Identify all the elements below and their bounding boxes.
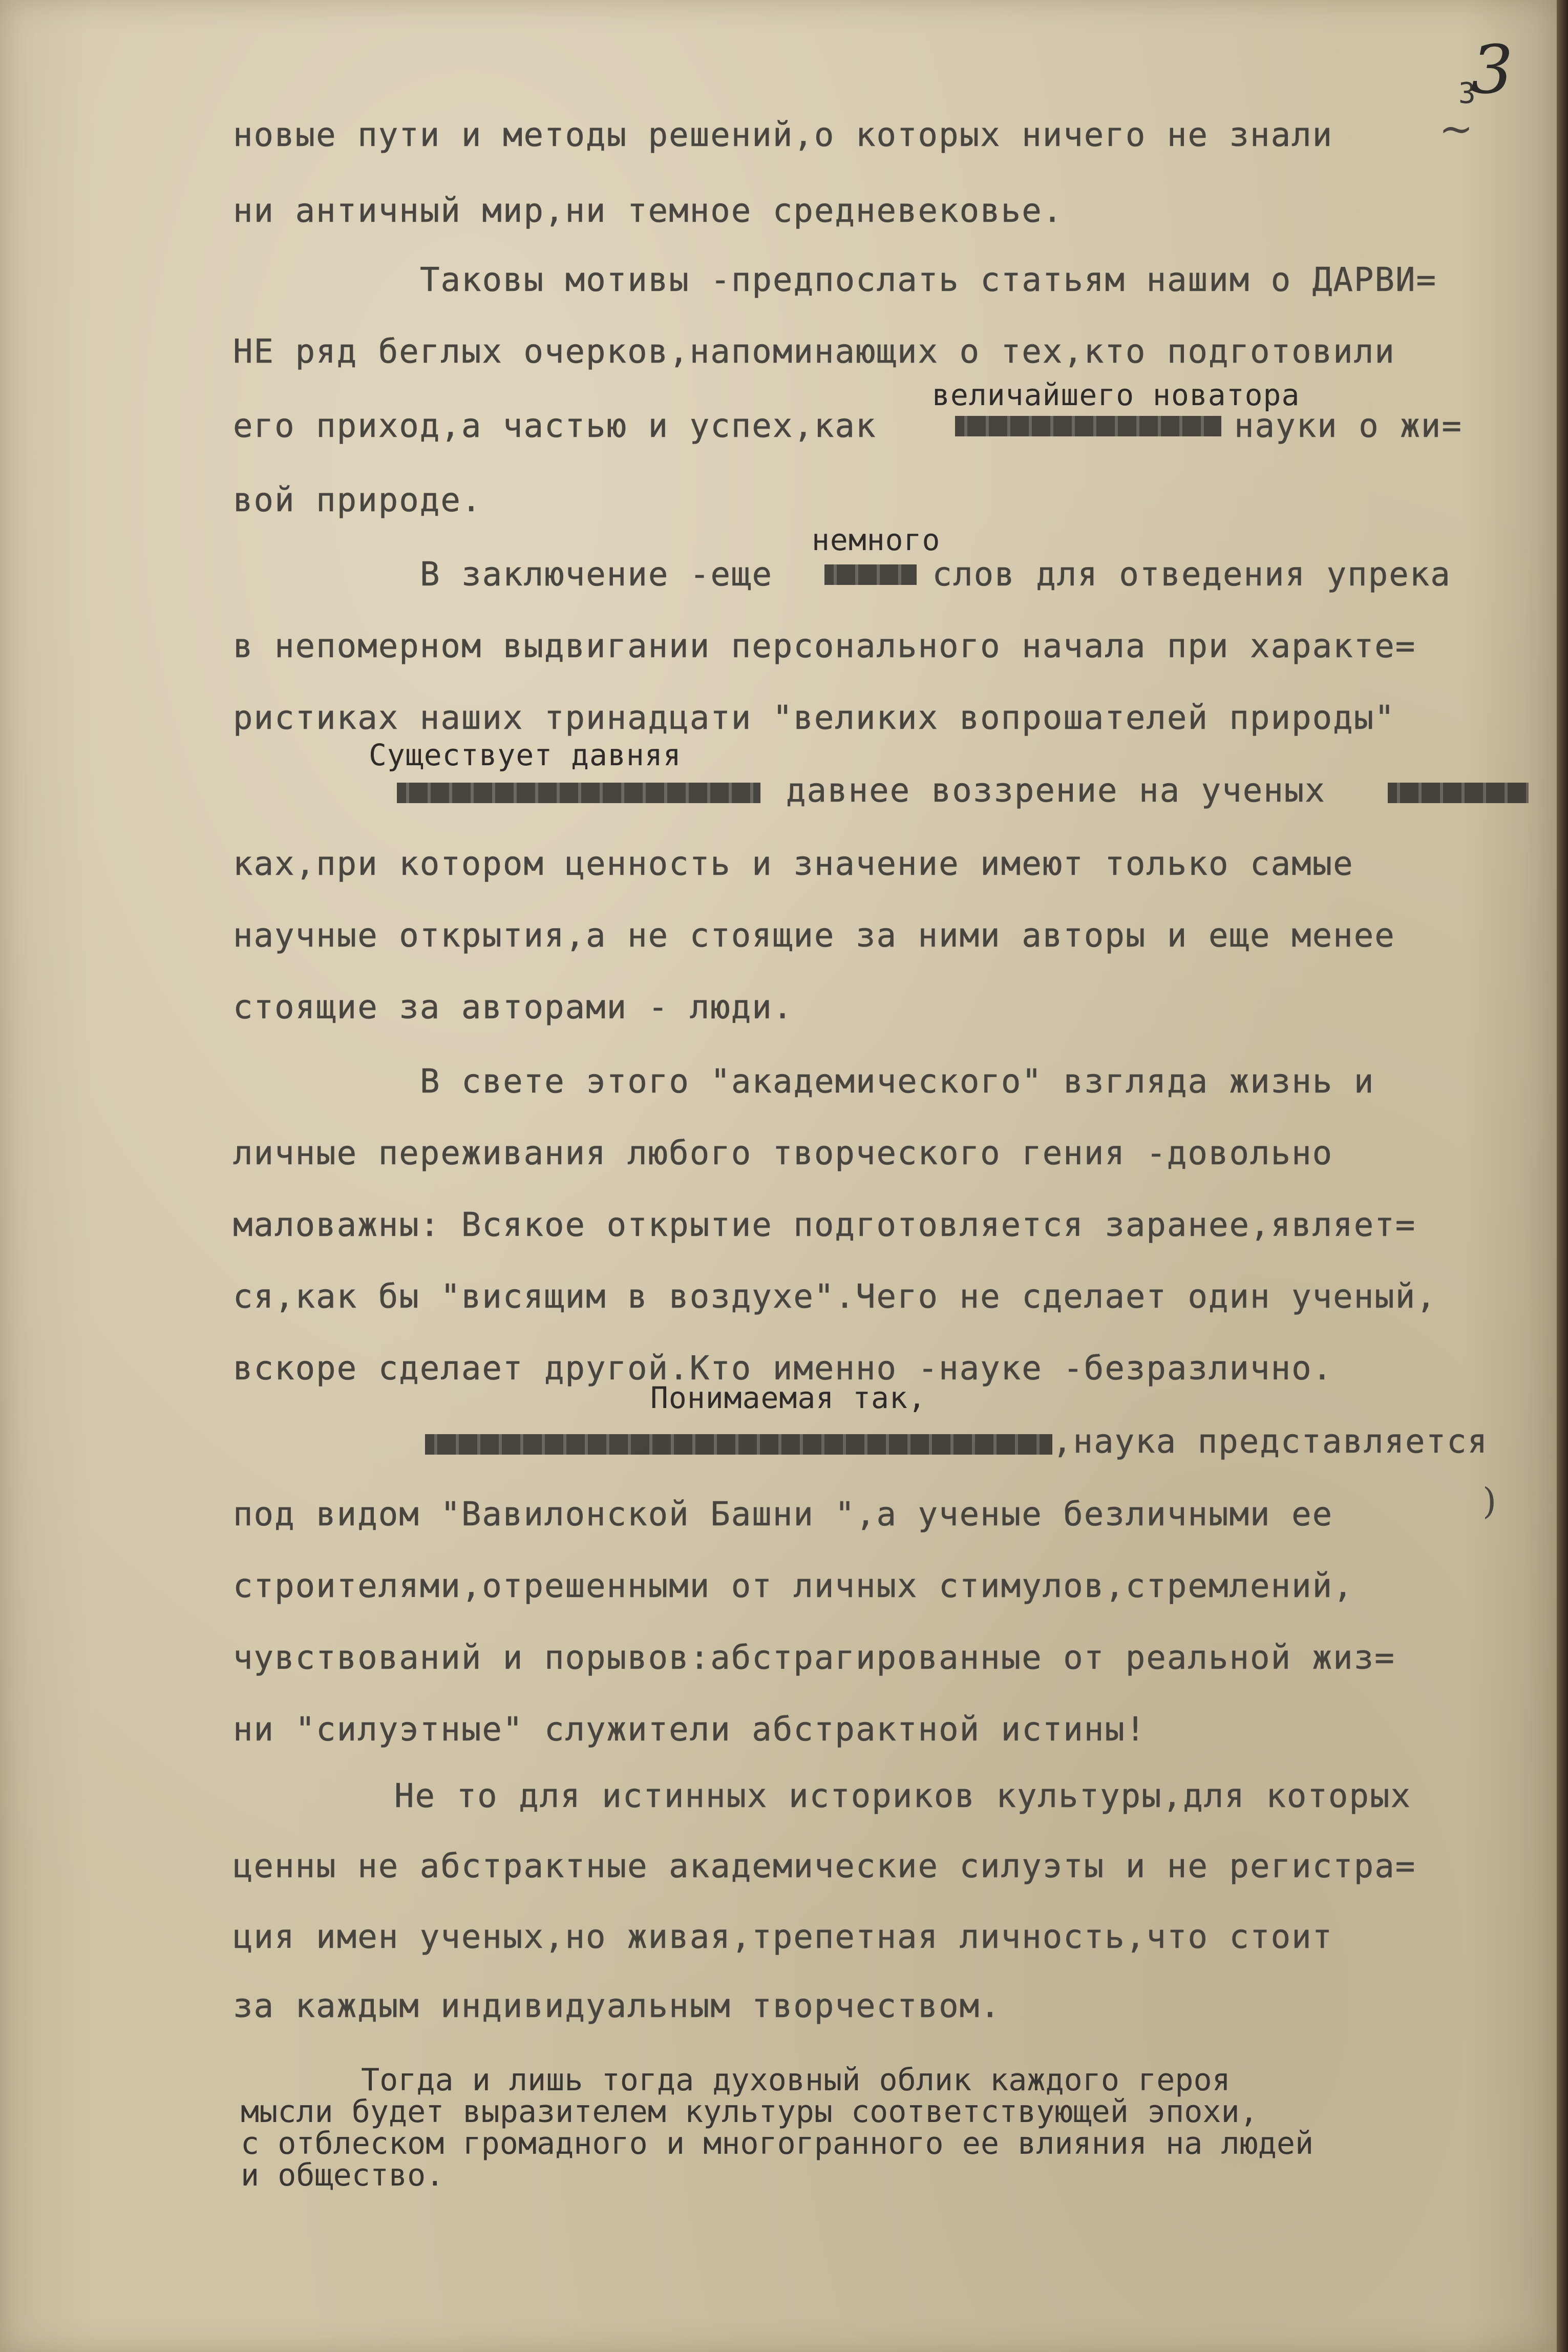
margin-mark-mid: ) xyxy=(1482,1480,1497,1522)
text-line-5a: его приход,а частью и успех,как xyxy=(233,407,897,445)
text-line-5b: науки о жи= xyxy=(1234,407,1463,445)
text-line-3: Таковы мотивы -предпослать статьям нашим о ДАРВИ= xyxy=(420,261,1437,299)
text-line-12: научные открытия,а не стоящие за ними авторы и еще менее xyxy=(233,917,1395,955)
closing-line-4: и общество. xyxy=(241,2157,444,2193)
text-line-11: ках,при котором ценность и значение имеют только самые xyxy=(233,845,1354,883)
strikeout-line-10-start xyxy=(397,783,760,803)
margin-mark-top: ~ xyxy=(1439,105,1474,153)
page-number-typed: 3 xyxy=(1458,77,1476,110)
text-line-15: личные переживания любого творческого гения -довольно xyxy=(233,1135,1333,1172)
text-line-23: ни "силуэтные" служители абстрактной истины! xyxy=(233,1711,1147,1749)
text-line-19: ,наука представляется xyxy=(1052,1423,1489,1461)
closing-line-2: мысли будет выразителем культуры соответствующей эпохи, xyxy=(241,2094,1258,2130)
strikeout-reformatora xyxy=(955,416,1221,436)
text-line-10: давнее воззрение на ученых xyxy=(786,772,1347,810)
strikeout-line-10-end xyxy=(1388,783,1529,803)
strikeout-line-19 xyxy=(425,1434,1052,1455)
text-line-17: ся,как бы "висящим в воздухе".Чего не сделает один ученый, xyxy=(233,1278,1437,1316)
closing-line-3: с отблеском громадного и многогранного ее влияния на людей xyxy=(241,2126,1314,2161)
text-line-21: строителями,отрешенными от личных стимулов,стремлений, xyxy=(233,1567,1354,1605)
text-line-24: Не то для истинных историков культуры,для которых xyxy=(394,1777,1412,1815)
text-line-14: В свете этого "академического" взгляда жизнь и xyxy=(420,1063,1375,1101)
text-line-1: новые пути и методы решений,о которых ничего не знали xyxy=(233,116,1333,154)
text-line-7b: слов для отведения упрека xyxy=(912,556,1451,594)
insert-sushestvuet: Существует давняя xyxy=(369,738,682,772)
insert-velichaishego: величайшего новатора xyxy=(932,377,1300,412)
strikeout-dva xyxy=(824,564,917,585)
text-line-25: ценны не абстрактные академические силуэты и не регистра= xyxy=(233,1847,1416,1885)
text-line-22: чувствований и порывов:абстрагированные от реальной жиз= xyxy=(233,1639,1395,1677)
text-line-20: под видом "Вавилонской Башни ",а ученые безличными ее xyxy=(233,1496,1333,1534)
scan-edge xyxy=(1557,0,1568,2352)
text-line-13: стоящие за авторами - люди. xyxy=(233,989,794,1026)
text-line-26: ция имен ученых,но живая,трепетная личность,что стоит xyxy=(233,1918,1333,1956)
text-line-2: ни античный мир,ни темное средневековье. xyxy=(233,192,1064,230)
text-line-9: ристиках наших тринадцати "великих вопрошателей природы" xyxy=(233,699,1395,737)
insert-ponimaemaya: Понимаемая так, xyxy=(650,1380,926,1415)
text-line-4: НЕ ряд беглых очерков,напоминающих о тех,кто подготовили xyxy=(233,333,1395,371)
text-line-16: маловажны: Всякое открытие подготовляется заранее,являет= xyxy=(233,1206,1416,1244)
text-line-18: вскоре сделает другой.Кто именно -науке -безразлично. xyxy=(233,1350,1333,1388)
text-line-8: в непомерном выдвигании персонального начала при характе= xyxy=(233,627,1416,665)
closing-line-1: Тогда и лишь тогда духовный облик каждого героя xyxy=(361,2062,1231,2098)
insert-nemnogo: немного xyxy=(812,522,941,557)
text-line-27: за каждым индивидуальным творчеством. xyxy=(233,1987,1001,2025)
text-line-7a: В заключение -еще xyxy=(420,556,794,594)
page-number-handwritten: 3 xyxy=(1471,31,1513,109)
text-line-6: вой природе. xyxy=(233,481,482,519)
